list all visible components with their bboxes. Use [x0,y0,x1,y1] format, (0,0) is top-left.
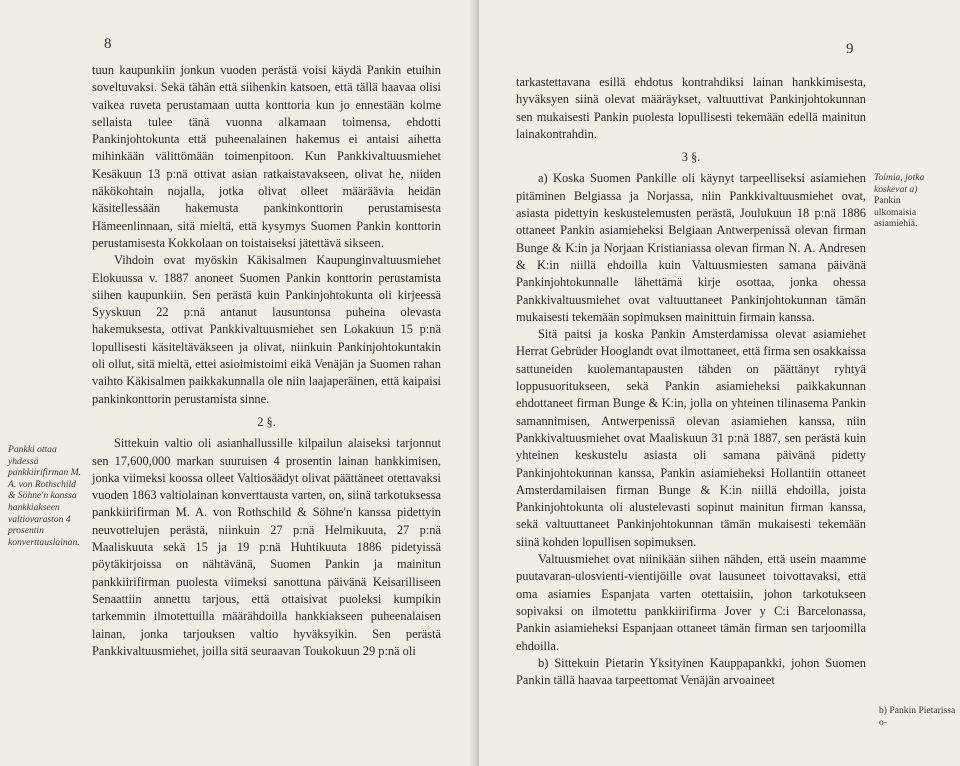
paragraph: a) Koska Suomen Pankille oli käynyt tarpeelliseksi asiamiehen pitäminen Belgiassa ja Norjassa, niin Pankkivaltuusmiehet ovat, asiasta pidettyin keskustelemusten perästä, Joulukuun 18 p:nä 1886 ottaneet Pankin asiamieheksi Belgiaan Antwerpenissä olevan firman Bunge & K:in ja Norjaan Kristianiassa olevan firman N. A. Andresen & K:in niillä ehdoilla kuin Valtuusmiesten samana päivänä Pankinjohtokunnalle lähettämä kirje osottaa, jonka ohessa Pankkivaltuusmiehet ovat valtuuttaneet Pankinjohtokunnan tämän mukaisesti tekemään sopimuksen mainittuin firmain kanssa. [516,171,866,324]
body-text [92,62,441,660]
paragraph: Sittekuin valtio oli asianhallussille kilpailun alaiseksi tarjonnut sen 17,600,000 markan suuruisen 4 prosentin lainan hankkimisen, jonka viimeksi koossa olleet Valtiosäädyt olivat päättäneet otettavaksi vuoden 1863 valtiolainan konverttausta varten, on, siinä tarkotuksessa pankkiirifirman M. A. von Rothschild & Söhne'n kanssa pidettyin neuvottelujen perästä, niinkuin 27 p:nä Helmikuuta, 27 p:nä Maaliskuuta sekä 15 ja 19 p:nä Huhtikuuta 1886 pidetyissä pöytäkirjoissa on nähtävänä, Suomen Pankin ja mainitun pankkiirifirman puolesta viimeksi sanottuna päivänä Keisarilliseen Senaattiin annettu tarjous, että ottaisivat puoleksi kumpikin tarkemmin ilmotettuilla määrähdoilla hankkiakseen puheenalaisen lainan, jonka tarjouksen valtio hyväksyikin. Sen perästä Pankkivaltuusmiehet, joilla sitä seuraavan Toukokuun 29 p:nä oli [92,436,441,658]
paragraph: tarkastettavana esillä ehdotus kontrahdiksi lainan hankkimisesta, hyväksyen siinä olevat määräykset, valtuuttivat Pankinjohtokunnan sen mukaisesti Pankin puolesta lopullisesti tekemään edellä mainitun lainakontrahdin. [516,75,866,141]
paragraph: b) Sittekuin Pietarin Yksityinen Kauppapankki, johon Suomen Pankin tällä haavaa tarpeettomat Venäjän arvoaineet [516,655,866,688]
page-number: 9 [846,41,854,57]
right-page [479,0,960,766]
section-heading: 2 §. [257,414,276,429]
left-page [0,0,477,766]
paragraph: Valtuusmiehet ovat niinikään siihen nähden, että usein maamme puutavaran-ulosvienti-vientijöille ovat lausuneet toivottavaksi, että oma asiamies Espanjata varten otettaisiin, johon tarkotukseen sopivaksi on ilmotettu pankkiirifirma Jover y C:i Barcelonassa, Pankin asiamieheksi Espanjaan ottaneet tämän firman sen tarjoomilla ehdoilla. [516,552,866,653]
margin-note: Pankki ottaa yhdessä pankkiirifirman M. A. von Rothschild & Söhne'n kanssa hankkiakseen valtiovaraston 4 prosentin konverttauslainan. [8,444,82,548]
section-heading: 3 §. [681,150,701,165]
margin-note-text: Pankin ulkomaisia asiamiehiä. [874,195,918,230]
body-text [516,74,866,689]
margin-note-title: Toimia, jotka koskevat a) [874,172,925,195]
margin-note: b) Pankin Pietarissa o- [879,705,956,728]
paragraph: Sitä paitsi ja koska Pankin Amsterdamissa olevat asiamiehet Herrat Gebrüder Hooglandt ovat ilmottaneet, että firma sen osakkaissa sattuneiden kuolemantapausten tähden on päättänyt ryhtyä loppusuoritukseen, sekä Pankin asiamieheksi paikkakunnan ehdottaneet firman Bunge & K:in, jolla on yhteinen tilinasema Pankin samannimisen, Antwerpenissä olevan asiamiehen kanssa, niin Pankkivaltuusmiehet ovat Maaliskuun 31 p:nä 1887, sen perästä kuin yhteinen keskustelu asiasta oli samana päivänä pidetty Pankinjohtokunnan kanssa, Pankin asiamieheksi Hollantiin ottaneet Amsterdamilaisen firman Bunge & K:in niillä ehdoilla, joista Pankinjohtokunta oli alustelevasti sopinut mainitun firman kanssa, sekä valtuuttaneet Pankinjohtokunnan tämän mukaisesti tekemään siinä kohden lopullisen sopimuksen. [516,327,866,549]
margin-note [874,172,944,230]
paragraph: Vihdoin ovat myöskin Käkisalmen Kaupunginvaltuusmiehet Elokuussa v. 1887 anoneet Suomen Pankin konttorin perustamista siihen kaupunkiin. Sen perästä kuin Pankinjohtokunta oli kirjeessä Syyskuun 22 p:nä antanut lausuntonsa puheina olevasta hakemuksesta, ottivat Pankkivaltuusmiehet sen Lokakuun 15 p:nä lopullisesti käsiteltäväkseen ja olivat, niinkuin Pankinjohtokuntakin oli ollut, sitä mieltä, ettei asioimistoimi eikä Venäjän ja Suomen rahan vaihto Käkisalmen paikkakunnalla ole niin laajaperäinen, että kaipaisi pankinkonttorin perustamista sinne. [92,253,441,406]
paragraph: tuun kaupunkiin jonkun vuoden perästä voisi käydä Pankin etuihin soveltuvaksi. Sekä tähän että siihenkin katsoen, että tällä haavaa olisi vaikea ruveta perustamaan uutta konttoria kun jo ennestään kolme sellaista tulee tänä vuonna alkamaan toimensa, ehdotti Pankinjohtokunta että puheenalainen hakemus ei antaisi aihetta mihinkään välittömään toimenpitoon. Kun Pankkivaltuusmiehet Kesäkuun 13 p:nä ottivat asian ratkaistavakseen, olivat he, niiden näkökohtain nojalla, jotka olivat olleet määräävia heidän käsitellessään hakemusta pankinkonttorin perustamisesta Hämeenlinnaan, sitä mieltä, että kysymys Suomen Pankin konttorin perustamisesta Kokkolaan on toistaiseksi jätettävä sikseen. [92,63,441,250]
page-number: 8 [104,36,112,52]
